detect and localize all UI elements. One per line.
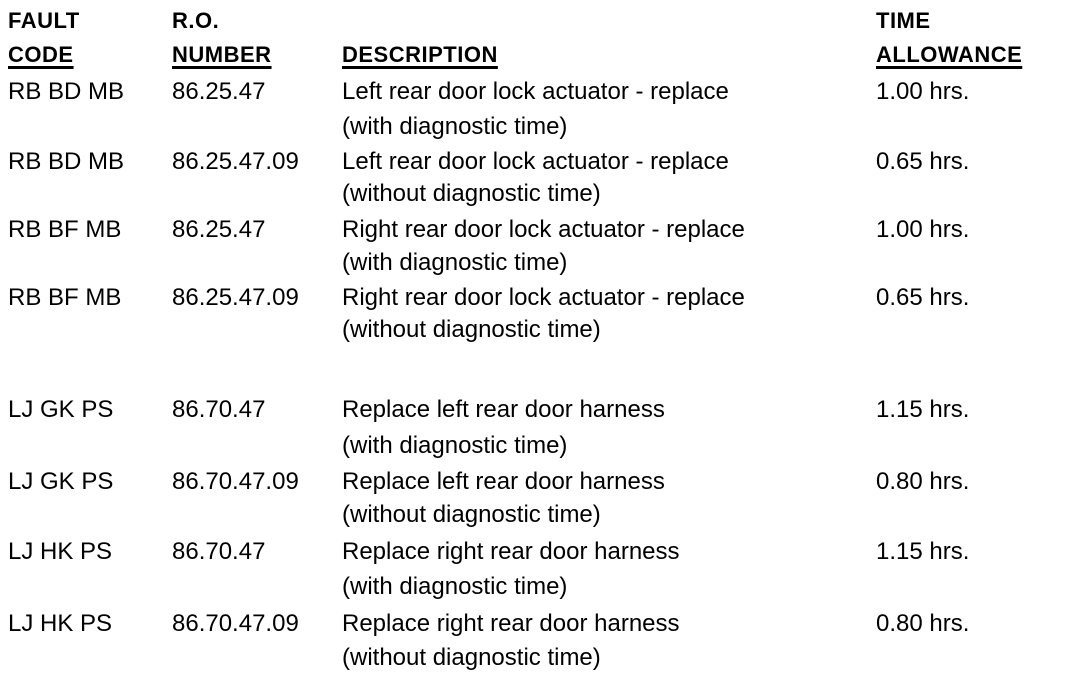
row-6-description-note: (without diagnostic time) <box>342 501 601 528</box>
row-5-fault-code: LJ GK PS <box>8 396 114 423</box>
row-2-ro-number: 86.25.47.09 <box>172 148 299 175</box>
row-7-description-note: (with diagnostic time) <box>342 573 568 600</box>
row-2-fault-code: RB BD MB <box>8 148 125 175</box>
row-8-description-note: (without diagnostic time) <box>342 644 601 671</box>
row-1-time-allowance: 1.00 hrs. <box>876 78 970 105</box>
row-3-description-note: (with diagnostic time) <box>342 249 568 276</box>
row-5-description: Replace left rear door harness <box>342 396 665 423</box>
row-2-description-note: (without diagnostic time) <box>342 180 601 207</box>
header-time-allowance-line1: TIME <box>876 8 931 33</box>
row-1-description-note: (with diagnostic time) <box>342 113 568 140</box>
header-fault-code-line1: FAULT <box>8 8 80 33</box>
row-3-description: Right rear door lock actuator - replace <box>342 216 745 243</box>
row-6-description: Replace left rear door harness <box>342 468 665 495</box>
header-ro-number-line2: NUMBER <box>172 42 272 67</box>
row-5-description-note: (with diagnostic time) <box>342 432 568 459</box>
row-8-description: Replace right rear door harness <box>342 610 680 637</box>
row-7-time-allowance: 1.15 hrs. <box>876 538 970 565</box>
header-fault-code-line2: CODE <box>8 42 74 67</box>
row-7-fault-code: LJ HK PS <box>8 538 113 565</box>
row-5-time-allowance: 1.15 hrs. <box>876 396 970 423</box>
row-4-time-allowance: 0.65 hrs. <box>876 284 970 311</box>
row-6-time-allowance: 0.80 hrs. <box>876 468 970 495</box>
row-7-ro-number: 86.70.47 <box>172 538 266 565</box>
row-1-description: Left rear door lock actuator - replace <box>342 78 729 105</box>
row-4-description-note: (without diagnostic time) <box>342 316 601 343</box>
row-3-ro-number: 86.25.47 <box>172 216 266 243</box>
row-1-ro-number: 86.25.47 <box>172 78 266 105</box>
row-6-fault-code: LJ GK PS <box>8 468 114 495</box>
row-3-fault-code: RB BF MB <box>8 216 122 243</box>
row-8-ro-number: 86.70.47.09 <box>172 610 299 637</box>
header-time-allowance-line2: ALLOWANCE <box>876 42 1023 67</box>
row-8-fault-code: LJ HK PS <box>8 610 113 637</box>
header-ro-number-line1: R.O. <box>172 8 220 33</box>
row-7-description: Replace right rear door harness <box>342 538 680 565</box>
row-2-description: Left rear door lock actuator - replace <box>342 148 729 175</box>
row-8-time-allowance: 0.80 hrs. <box>876 610 970 637</box>
row-5-ro-number: 86.70.47 <box>172 396 266 423</box>
row-3-time-allowance: 1.00 hrs. <box>876 216 970 243</box>
row-1-fault-code: RB BD MB <box>8 78 125 105</box>
header-description: DESCRIPTION <box>342 42 498 67</box>
row-6-ro-number: 86.70.47.09 <box>172 468 299 495</box>
row-4-ro-number: 86.25.47.09 <box>172 284 299 311</box>
row-4-fault-code: RB BF MB <box>8 284 122 311</box>
row-2-time-allowance: 0.65 hrs. <box>876 148 970 175</box>
row-4-description: Right rear door lock actuator - replace <box>342 284 745 311</box>
